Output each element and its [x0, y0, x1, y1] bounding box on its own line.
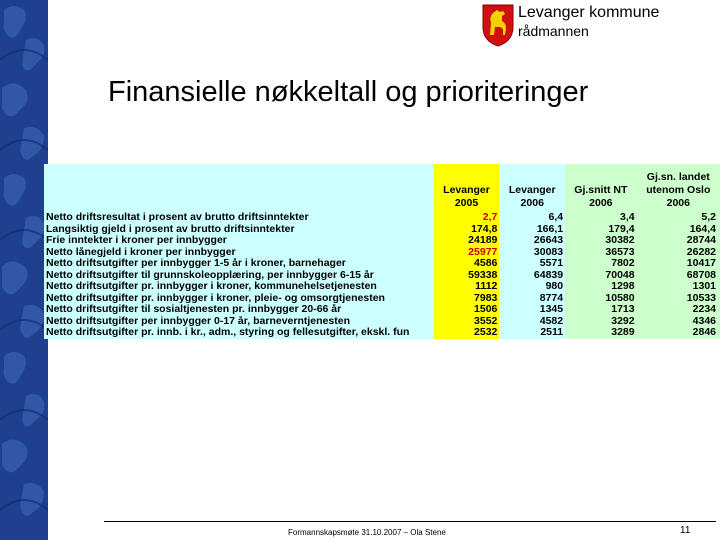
decorative-sidebar	[0, 0, 48, 540]
page-number: 11	[680, 525, 691, 536]
row-label: Netto lånegjeld i kroner per innbygger	[44, 247, 434, 259]
header-label-column	[44, 164, 434, 212]
cell-nt-average-2006: 1298	[565, 281, 637, 293]
cell-levanger-2005: 1506	[434, 304, 500, 316]
cell-national-average-2006: 10533	[637, 293, 720, 305]
table-row	[44, 293, 720, 305]
table-row	[44, 212, 720, 224]
header-levanger-2006: Levanger 2006	[499, 164, 565, 212]
cell-nt-average-2006: 7802	[565, 258, 637, 270]
cell-national-average-2006: 4346	[637, 316, 720, 328]
cell-levanger-2006: 4582	[499, 316, 565, 328]
cell-national-average-2006: 2234	[637, 304, 720, 316]
cell-levanger-2005: 59338	[434, 270, 500, 282]
organization-name: Levanger kommune	[518, 4, 660, 21]
department-name: rådmannen	[518, 23, 589, 39]
table-row	[44, 247, 720, 259]
table-header-row	[44, 164, 720, 212]
key-figures-table	[44, 164, 720, 339]
cell-levanger-2005: 3552	[434, 316, 500, 328]
footer-text: Formannskapsmøte 31.10.2007 – Ola Stene	[288, 528, 446, 537]
cell-levanger-2005: 4586	[434, 258, 500, 270]
cell-levanger-2005: 24189	[434, 235, 500, 247]
cell-national-average-2006: 28744	[637, 235, 720, 247]
cell-levanger-2005: 2,7	[434, 212, 500, 224]
cell-levanger-2006: 5571	[499, 258, 565, 270]
cell-national-average-2006: 68708	[637, 270, 720, 282]
table-row	[44, 316, 720, 328]
header-national-average-2006: Gj.sn. landet utenom Oslo 2006	[637, 164, 720, 212]
header-nt-average-2006: Gj.snitt NT 2006	[565, 164, 637, 212]
table-row	[44, 270, 720, 282]
table-row	[44, 304, 720, 316]
table-row	[44, 258, 720, 270]
cell-nt-average-2006: 70048	[565, 270, 637, 282]
cell-levanger-2005: 25977	[434, 247, 500, 259]
cell-levanger-2006: 26643	[499, 235, 565, 247]
cell-nt-average-2006: 1713	[565, 304, 637, 316]
row-label: Netto driftsutgifter pr. innbygger i kroner, kommunehelsetjenesten	[44, 281, 434, 293]
cell-nt-average-2006: 3292	[565, 316, 637, 328]
cell-nt-average-2006: 179,4	[565, 224, 637, 236]
row-label: Frie inntekter i kroner per innbygger	[44, 235, 434, 247]
cell-levanger-2006: 6,4	[499, 212, 565, 224]
table-row	[44, 224, 720, 236]
cell-levanger-2005: 7983	[434, 293, 500, 305]
cell-nt-average-2006: 3,4	[565, 212, 637, 224]
cell-levanger-2006: 8774	[499, 293, 565, 305]
cell-levanger-2006: 2511	[499, 327, 565, 339]
key-figures-table-container	[44, 164, 720, 339]
municipality-coat-of-arms-icon	[481, 3, 515, 47]
row-label: Netto driftsutgifter pr. innbygger i kroner, pleie- og omsorgtjenesten	[44, 293, 434, 305]
cell-nt-average-2006: 30382	[565, 235, 637, 247]
row-label: Netto driftsutgifter til grunnskoleopplæring, per innbygger 6-15 år	[44, 270, 434, 282]
cell-national-average-2006: 10417	[637, 258, 720, 270]
row-label: Netto driftsresultat i prosent av brutto driftsinntekter	[44, 212, 434, 224]
page-title: Finansielle nøkkeltall og prioriteringer	[108, 76, 589, 108]
row-label: Langsiktig gjeld i prosent av brutto driftsinntekter	[44, 224, 434, 236]
cell-nt-average-2006: 3289	[565, 327, 637, 339]
table-row	[44, 327, 720, 339]
cell-levanger-2006: 30083	[499, 247, 565, 259]
header-levanger-2005: Levanger 2005	[434, 164, 500, 212]
cell-nt-average-2006: 10580	[565, 293, 637, 305]
horse-pattern-graphic	[0, 0, 48, 540]
cell-national-average-2006: 1301	[637, 281, 720, 293]
row-label: Netto driftsutgifter per innbygger 0-17 år, barneverntjenesten	[44, 316, 434, 328]
cell-nt-average-2006: 36573	[565, 247, 637, 259]
cell-national-average-2006: 5,2	[637, 212, 720, 224]
cell-national-average-2006: 164,4	[637, 224, 720, 236]
cell-levanger-2006: 64839	[499, 270, 565, 282]
cell-levanger-2006: 1345	[499, 304, 565, 316]
footer-divider	[104, 521, 716, 522]
row-label: Netto driftsutgifter til sosialtjenesten pr. innbygger 20-66 år	[44, 304, 434, 316]
row-label: Netto driftsutgifter pr. innb. i kr., adm., styring og fellesutgifter, ekskl. fun	[44, 327, 434, 339]
table-row	[44, 281, 720, 293]
table-row	[44, 235, 720, 247]
cell-national-average-2006: 2846	[637, 327, 720, 339]
cell-levanger-2005: 174,8	[434, 224, 500, 236]
cell-levanger-2006: 166,1	[499, 224, 565, 236]
cell-national-average-2006: 26282	[637, 247, 720, 259]
cell-levanger-2005: 2532	[434, 327, 500, 339]
cell-levanger-2006: 980	[499, 281, 565, 293]
cell-levanger-2005: 1112	[434, 281, 500, 293]
row-label: Netto driftsutgifter per innbygger 1-5 år i kroner, barnehager	[44, 258, 434, 270]
